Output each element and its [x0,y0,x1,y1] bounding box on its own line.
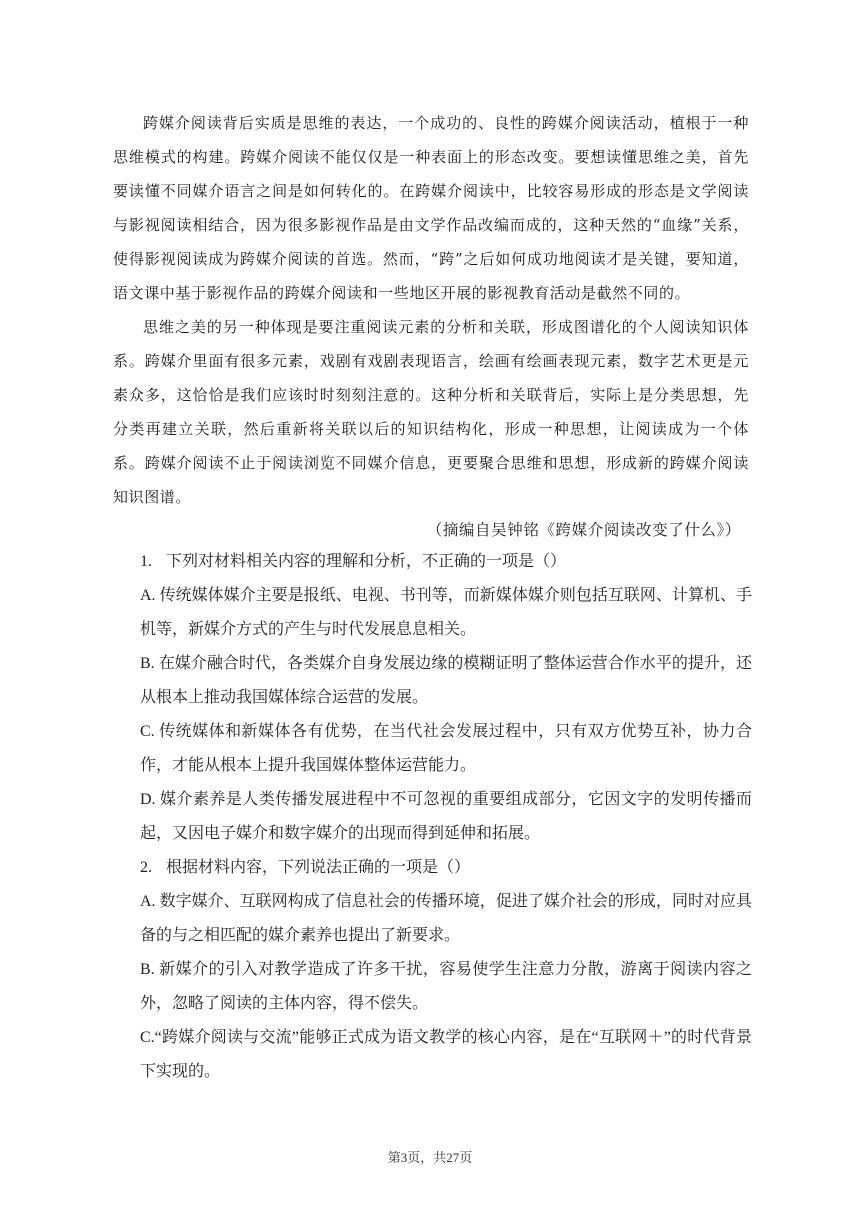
option-letter: A. [140,893,156,910]
option-letter: B. [140,655,155,672]
question-1-stem [140,545,752,579]
reading-passage [113,106,749,548]
passage-paragraph-1: 跨媒介阅读背后实质是思维的表达，一个成功的、良性的跨媒介阅读活动，植根于一种思维模式的构建。跨媒介阅读不能仅仅是一种表面上的形态改变。要想读懂思维之美，首先要读懂不同媒介语言之间是如何转化的。在跨媒介阅读中，比较容易形成的形态是文学阅读与影视阅读相结合，因为很多影视作品是由文学作品改编而成的，这种天然的“血缘”关系，使得影视阅读成为跨媒介阅读的首选。然而，“跨”之后如何成功地阅读才是关键，要知道，语文课中基于影视作品的跨媒介阅读和一些地区开展的影视教育活动是截然不同的。 [113,114,749,302]
option-text: 数字媒介、互联网构成了信息社会的传播环境，促进了媒介社会的形成，同时对应具备的与之相匹配的媒介素养也提出了新要求。 [140,893,752,944]
question-number: 2. [140,859,152,876]
question-1-option-d [140,783,752,851]
option-text: 新媒介的引入对教学造成了许多干扰，容易使学生注意力分散，游离于阅读内容之外，忽略了阅读的主体内容，得不偿失。 [140,961,752,1012]
question-2-option-a [140,885,752,953]
option-text: 媒介素养是人类传播发展进程中不可忽视的重要组成部分，它因文字的发明传播而起，又因电子媒介和数字媒介的出现而得到延伸和拓展。 [140,791,752,842]
question-2-option-c [140,1021,752,1089]
option-text: 传统媒体和新媒体各有优势，在当代社会发展过程中，只有双方优势互补，协力合作，才能从根本上提升我国媒体整体运营能力。 [140,723,752,774]
option-letter: C. [140,723,155,740]
option-text: 在媒介融合时代，各类媒介自身发展边缘的模糊证明了整体运营合作水平的提升，还从根本上推动我国媒体综合运营的发展。 [140,655,752,706]
question-number: 1. [140,553,152,570]
option-letter: B. [140,961,155,978]
page-footer: 第3页，共27页 [387,1150,473,1165]
option-letter: C. [140,1029,155,1046]
question-1-option-c [140,715,752,783]
option-letter: D. [140,791,156,808]
question-2-option-b [140,953,752,1021]
question-1-option-a [140,579,752,647]
option-letter: A. [140,587,156,604]
option-text: 传统媒体媒介主要是报纸、电视、书刊等，而新媒体媒介则包括互联网、计算机、手机等，新媒介方式的产生与时代发展息息相关。 [140,587,752,638]
question-text: 根据材料内容，下列说法正确的一项是（） [166,859,471,876]
passage-paragraph-2: 思维之美的另一种体现是要注重阅读元素的分析和关联，形成图谱化的个人阅读知识体系。跨媒介里面有很多元素，戏剧有戏剧表现语言，绘画有绘画表现元素，数字艺术更是元素众多，这恰恰是我们应该时时刻刻注意的。这种分析和关联背后，实际上是分类思想，先分类再建立关联，然后重新将关联以后的知识结构化，形成一种思想，让阅读成为一个体系。跨媒介阅读不止于阅读浏览不同媒介信息，更要聚合思维和思想，形成新的跨媒介阅读知识图谱。 [113,318,749,506]
passage-source: （摘编自吴钟铭《跨媒介阅读改变了什么》） [426,522,741,539]
question-2-stem [140,851,752,885]
question-text: 下列对材料相关内容的理解和分析，不正确的一项是（） [166,553,567,570]
question-1-option-b [140,647,752,715]
option-text: “跨媒介阅读与交流”能够正式成为语文教学的核心内容，是在“互联网＋”的时代背景下实现的。 [140,1029,752,1080]
question-list [140,545,752,1089]
